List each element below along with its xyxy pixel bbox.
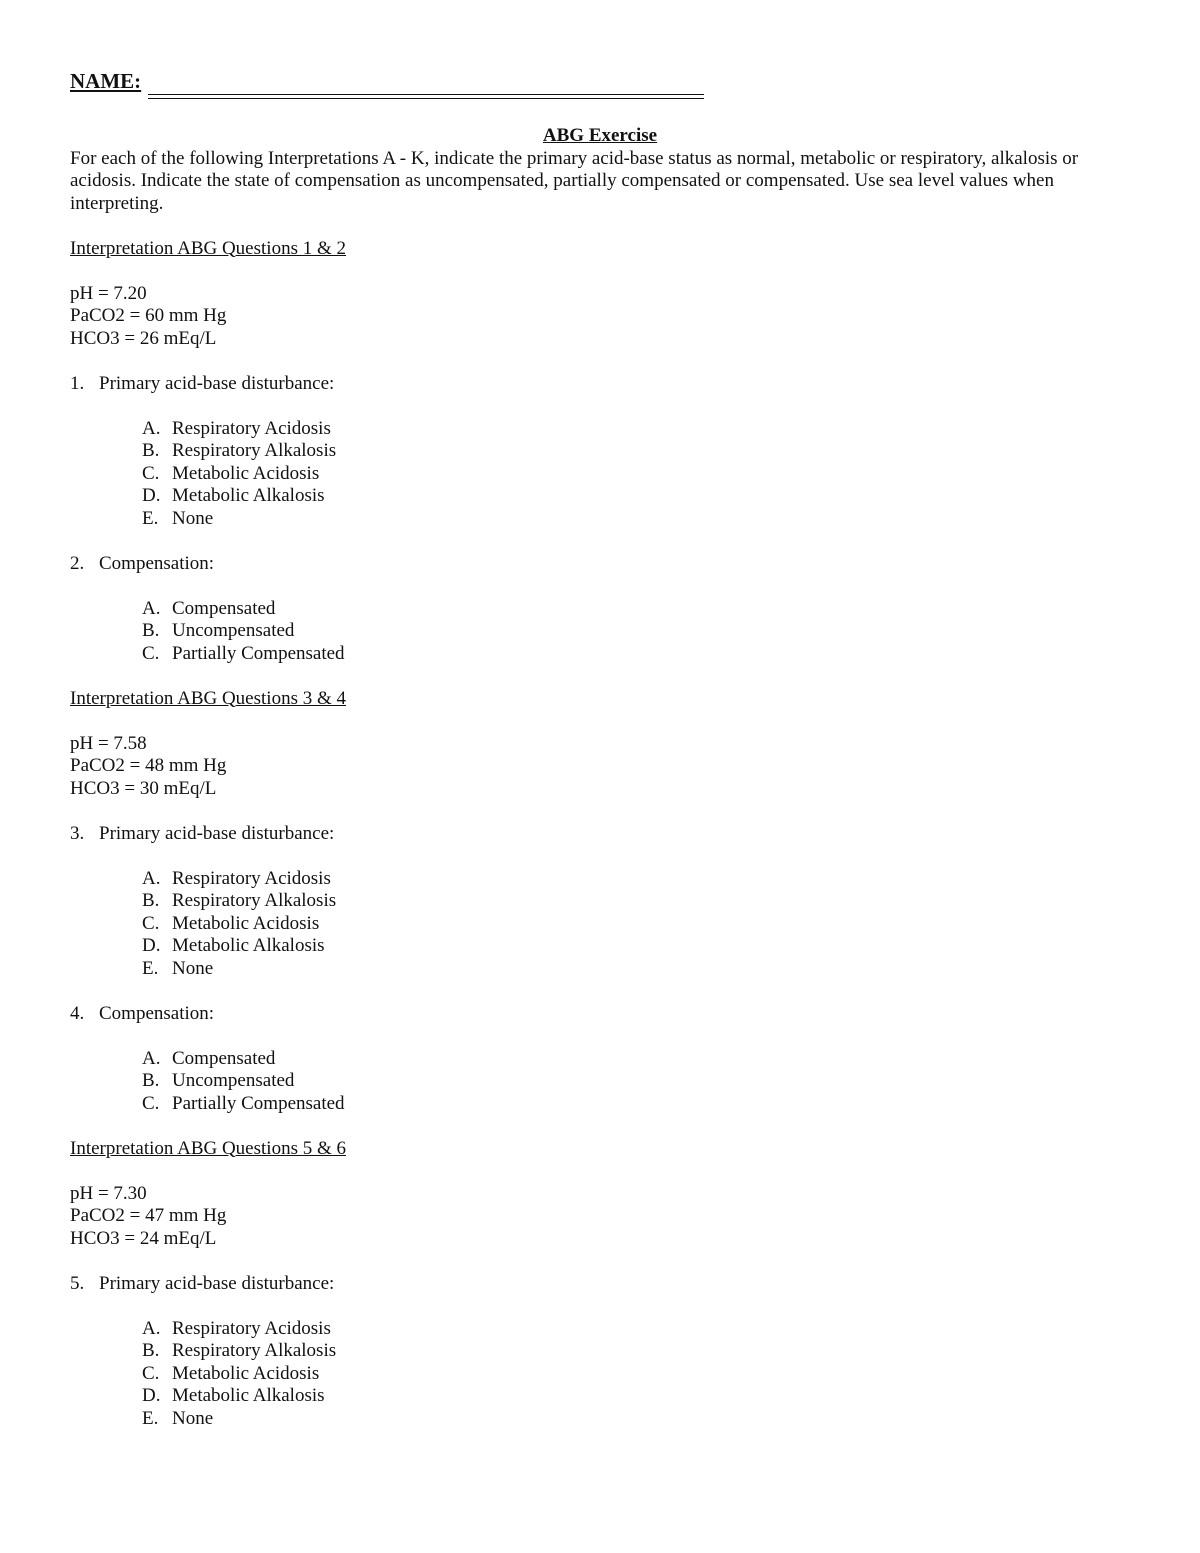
answer-option [142, 485, 1130, 508]
answer-option [142, 1318, 1130, 1341]
option-letter: D. [142, 1385, 161, 1406]
answer-option [142, 890, 1130, 913]
option-letter: B. [142, 1070, 160, 1091]
option-letter: A. [142, 867, 161, 889]
blank-line [70, 1250, 1130, 1273]
blank-line [70, 350, 1130, 373]
option-text: Uncompensated [172, 1070, 295, 1091]
question-number: 5. [70, 1272, 85, 1294]
question-text: Primary acid-base disturbance: [99, 1272, 335, 1294]
name-field [70, 70, 1130, 102]
blank-line [70, 1295, 1130, 1318]
option-letter: C. [142, 1092, 160, 1114]
option-text: Respiratory Alkalosis [172, 1340, 337, 1361]
question-number: 1. [70, 372, 85, 394]
answer-option [142, 418, 1130, 441]
answer-option [142, 868, 1130, 891]
document-page [70, 70, 1130, 1430]
option-text: Metabolic Alkalosis [172, 485, 325, 506]
option-letter: B. [142, 1340, 160, 1361]
question [70, 1003, 1130, 1026]
option-letter: D. [142, 485, 161, 506]
option-text: Metabolic Acidosis [172, 462, 320, 484]
answer-option [142, 1093, 1130, 1116]
blank-line [70, 260, 1130, 283]
answer-option [142, 463, 1130, 486]
question-number: 4. [70, 1002, 85, 1024]
option-letter: C. [142, 1362, 160, 1384]
option-text: Respiratory Acidosis [172, 1317, 331, 1339]
answer-option [142, 1408, 1130, 1431]
question-number: 2. [70, 552, 85, 574]
sections-container [70, 215, 1130, 1430]
blank-line [70, 845, 1130, 868]
blank-line [70, 1160, 1130, 1183]
question-text: Compensation: [99, 1002, 215, 1024]
question [70, 823, 1130, 846]
option-letter: A. [142, 597, 161, 619]
instructions-paragraph: For each of the following Interpretations A - K, indicate the primary acid-base status as normal, metabolic or respiratory, alkalosis or acidosis. Indicate the state of compensation as uncompensated, partially compensated or compensated. Use sea level values when interpreting. [70, 147, 1079, 214]
option-letter: E. [142, 507, 159, 529]
answer-options [70, 1318, 1130, 1431]
option-text: Partially Compensated [172, 1092, 345, 1114]
option-text: None [172, 1407, 214, 1429]
blank-line [70, 1025, 1130, 1048]
name-underline [148, 94, 704, 95]
answer-option [142, 620, 1130, 643]
lab-value: PaCO2 = 60 mm Hg [70, 305, 227, 326]
blank-line [70, 1115, 1130, 1138]
option-letter: D. [142, 935, 161, 956]
question-text: Primary acid-base disturbance: [99, 822, 335, 844]
answer-option [142, 1070, 1130, 1093]
option-letter: E. [142, 1407, 159, 1429]
question [70, 1273, 1130, 1296]
option-text: Metabolic Alkalosis [172, 1385, 325, 1406]
blank-line [70, 530, 1130, 553]
answer-option [142, 1385, 1130, 1408]
option-text: Compensated [172, 597, 276, 619]
lab-value: HCO3 = 26 mEq/L [70, 327, 217, 349]
answer-option [142, 508, 1130, 531]
option-letter: A. [142, 1047, 161, 1069]
lab-value: pH = 7.20 [70, 282, 147, 304]
option-letter: A. [142, 1317, 161, 1339]
name-underline-double [148, 98, 704, 99]
interpretation-section [70, 665, 1130, 1115]
blank-line [70, 665, 1130, 688]
option-text: Compensated [172, 1047, 276, 1069]
option-text: Uncompensated [172, 620, 295, 641]
lab-value: pH = 7.30 [70, 1182, 147, 1204]
name-label: NAME: [70, 69, 142, 93]
answer-option [142, 935, 1130, 958]
option-letter: A. [142, 417, 161, 439]
answer-options [70, 598, 1130, 666]
answer-option [142, 958, 1130, 981]
blank-line [70, 575, 1130, 598]
option-text: None [172, 507, 214, 529]
option-letter: B. [142, 440, 160, 461]
lab-value: PaCO2 = 48 mm Hg [70, 755, 227, 776]
question-text: Compensation: [99, 552, 215, 574]
interpretation-section [70, 215, 1130, 665]
option-text: Metabolic Acidosis [172, 912, 320, 934]
answer-option [142, 1363, 1130, 1386]
option-text: Partially Compensated [172, 642, 345, 664]
lab-value: HCO3 = 24 mEq/L [70, 1227, 217, 1249]
question-number: 3. [70, 822, 85, 844]
answer-option [142, 643, 1130, 666]
option-letter: E. [142, 957, 159, 979]
option-letter: B. [142, 890, 160, 911]
blank-line [70, 980, 1130, 1003]
answer-option [142, 440, 1130, 463]
answer-option [142, 1340, 1130, 1363]
answer-option [142, 913, 1130, 936]
option-text: None [172, 957, 214, 979]
option-letter: C. [142, 912, 160, 934]
section-heading: Interpretation ABG Questions 1 & 2 [70, 237, 346, 259]
document-title: ABG Exercise [542, 125, 658, 146]
answer-option [142, 598, 1130, 621]
option-letter: C. [142, 462, 160, 484]
option-letter: C. [142, 642, 160, 664]
blank-line [70, 710, 1130, 733]
interpretation-section [70, 1115, 1130, 1430]
blank-line [70, 800, 1130, 823]
section-heading: Interpretation ABG Questions 5 & 6 [70, 1137, 346, 1159]
option-text: Metabolic Alkalosis [172, 935, 325, 956]
section-heading: Interpretation ABG Questions 3 & 4 [70, 687, 346, 709]
option-text: Respiratory Acidosis [172, 867, 331, 889]
lab-value: pH = 7.58 [70, 732, 147, 754]
option-text: Metabolic Acidosis [172, 1362, 320, 1384]
answer-options [70, 868, 1130, 981]
answer-options [70, 418, 1130, 531]
blank-line [70, 215, 1130, 238]
option-text: Respiratory Alkalosis [172, 440, 337, 461]
answer-option [142, 1048, 1130, 1071]
lab-value: HCO3 = 30 mEq/L [70, 777, 217, 799]
lab-value: PaCO2 = 47 mm Hg [70, 1205, 227, 1226]
question-text: Primary acid-base disturbance: [99, 372, 335, 394]
option-text: Respiratory Acidosis [172, 417, 331, 439]
question [70, 553, 1130, 576]
answer-options [70, 1048, 1130, 1116]
question [70, 373, 1130, 396]
blank-line [70, 395, 1130, 418]
option-letter: B. [142, 620, 160, 641]
option-text: Respiratory Alkalosis [172, 890, 337, 911]
